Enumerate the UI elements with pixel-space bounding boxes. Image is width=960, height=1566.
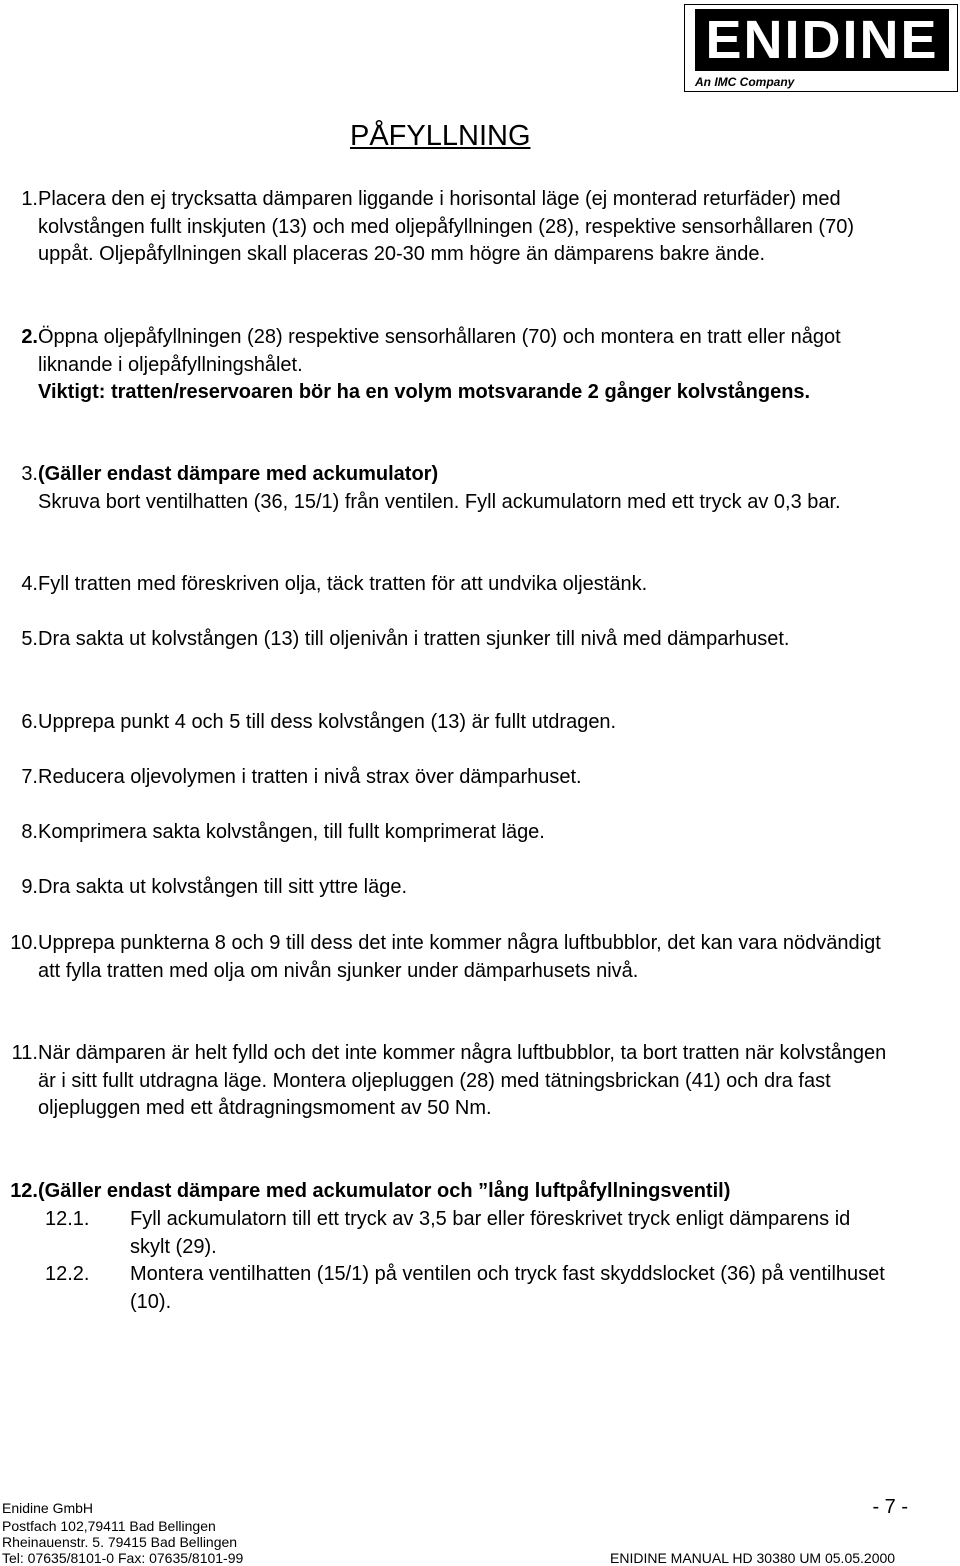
item-number: 6. xyxy=(21,711,38,733)
item-important-note: Viktigt: tratten/reservoaren bör ha en volym motsvarande 2 gånger kolvstångens. xyxy=(38,381,811,403)
logo-tagline: An IMC Company xyxy=(695,75,795,89)
item-number: 10. xyxy=(10,932,38,954)
footer-company: Enidine GmbH xyxy=(2,1500,94,1516)
item-text xyxy=(38,461,888,516)
item-number: 7. xyxy=(21,766,38,788)
sub-item-number: 12.2. xyxy=(45,1263,90,1285)
item-text: Dra sakta ut kolvstången (13) till oljenivån i tratten sjunker till nivå med dämparhuset. xyxy=(38,628,790,650)
item-text-body: Öppna oljepåfyllningen (28) respektive sensorhållaren (70) och montera en tratt eller något liknande i oljepåfyllningshålet. xyxy=(38,326,841,376)
sub-item-number: 12.1. xyxy=(45,1208,90,1230)
item-number: 11. xyxy=(11,1042,38,1064)
item-text: Upprepa punkterna 8 och 9 till dess det inte kommer några luftbubblor, det kan vara nödvändigt att fylla tratten med olja om nivån sjunker under dämparhusets nivå. xyxy=(38,932,881,982)
item-number: 4. xyxy=(21,573,38,595)
item-text: Fyll tratten med föreskriven olja, täck tratten för att undvika oljestänk. xyxy=(38,573,648,595)
enidine-logo xyxy=(684,4,958,92)
page-number: - 7 - xyxy=(872,1496,908,1518)
item-number: 2. xyxy=(21,326,38,348)
footer-address-postfach: Postfach 102,79411 Bad Bellingen xyxy=(2,1518,216,1534)
item-number: 3. xyxy=(21,463,38,485)
item-condition: (Gäller endast dämpare med ackumulator och ”lång luftpåfyllningsventil) xyxy=(38,1180,731,1202)
item-number: 9. xyxy=(21,876,38,898)
item-text: Reducera oljevolymen i tratten i nivå strax över dämparhuset. xyxy=(38,766,582,788)
item-text: Komprimera sakta kolvstången, till fullt komprimerat läge. xyxy=(38,821,545,843)
footer-address-street: Rheinauenstr. 5. 79415 Bad Bellingen xyxy=(2,1534,238,1550)
item-number: 8. xyxy=(21,821,38,843)
sub-item-text: Montera ventilhatten (15/1) på ventilen och tryck fast skyddslocket (36) på ventilhuset (10). xyxy=(130,1263,885,1313)
sub-item-text: Fyll ackumulatorn till ett tryck av 3,5 bar eller föreskrivet tryck enligt dämparens id skylt (29). xyxy=(130,1208,851,1258)
item-text: Dra sakta ut kolvstången till sitt yttre läge. xyxy=(38,876,408,898)
logo-wordmark: ENIDINE xyxy=(695,9,949,71)
item-text xyxy=(38,324,888,407)
item-text: Placera den ej trycksatta dämparen liggande i horisontal läge (ej monterad returfäder) med kolvstången fullt inskjuten (13) och med oljepåfyllningen (28), respektive sensorhållaren (70) uppåt. Oljepåfyllningen skall placeras 20-30 mm högre än dämparens bakre ände. xyxy=(38,188,854,265)
footer-contact: Tel: 07635/8101-0 Fax: 07635/8101-99 xyxy=(2,1550,244,1566)
page-title: PÅFYLLNING xyxy=(350,120,531,152)
item-text-body: Skruva bort ventilhatten (36, 15/1) från ventilen. Fyll ackumulatorn med ett tryck av 0,3 bar. xyxy=(38,490,841,513)
item-text: Upprepa punkt 4 och 5 till dess kolvstången (13) är fullt utdragen. xyxy=(38,711,617,733)
item-number: 12. xyxy=(10,1180,38,1202)
item-number: 1. xyxy=(21,188,38,210)
item-condition: (Gäller endast dämpare med ackumulator) xyxy=(38,463,439,485)
footer-manual-id: ENIDINE MANUAL HD 30380 UM 05.05.2000 xyxy=(610,1550,896,1566)
item-text: När dämparen är helt fylld och det inte kommer några luftbubblor, ta bort tratten när kolvstången är i sitt fullt utdragna läge. Montera oljepluggen (28) med tätningsbrickan (41) och dra fast oljepluggen med ett åtdragningsmoment av 50 Nm. xyxy=(38,1042,887,1119)
item-number: 5. xyxy=(21,628,38,650)
